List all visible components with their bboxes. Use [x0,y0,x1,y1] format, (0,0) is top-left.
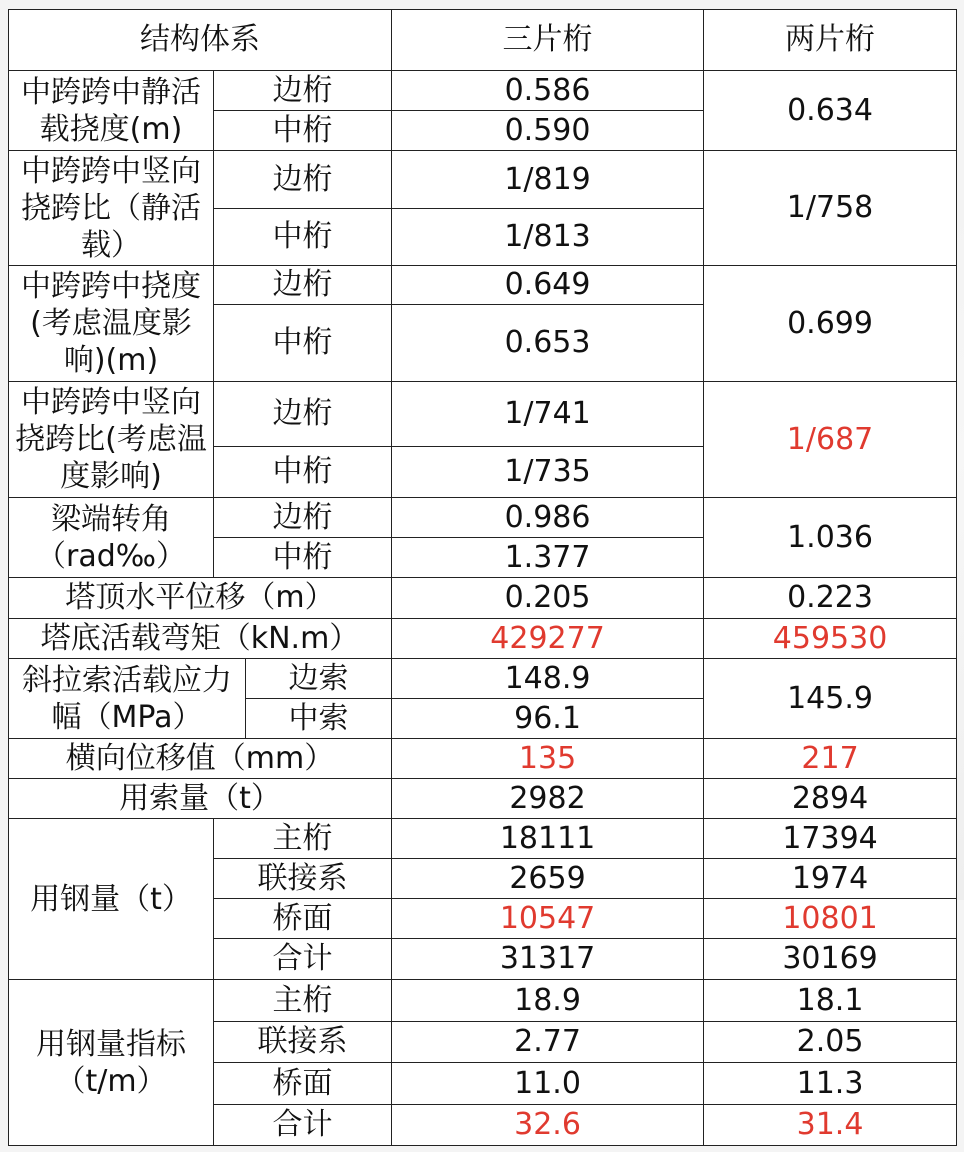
table-row [9,151,957,209]
table-row [9,71,957,111]
value-three-truss: 0.205 [392,578,704,619]
value-three-truss: 31317 [392,939,704,980]
sub-label: 主桁 [214,980,392,1022]
value-three-truss: 0.586 [392,71,704,111]
table-row [9,498,957,538]
sub-label: 主桁 [214,819,392,859]
sub-label: 桥面 [214,899,392,939]
sub-label: 合计 [214,1105,392,1146]
table-row [9,382,957,447]
value-three-truss: 148.9 [392,659,704,699]
row-label: 塔顶水平位移（m） [9,578,392,619]
header-three-truss: 三片桁 [392,10,704,71]
value-three-truss: 1/819 [392,151,704,209]
table-row [9,619,957,659]
value-three-truss: 11.0 [392,1063,704,1105]
value-two-truss: 1/687 [704,382,957,498]
row-label: 用索量（t） [9,779,392,819]
value-three-truss: 2.77 [392,1022,704,1063]
table-row [9,739,957,779]
header-two-truss: 两片桁 [704,10,957,71]
table-row [9,578,957,619]
row-label: 用钢量（t） [9,819,214,980]
sub-label: 边桁 [214,382,392,447]
value-three-truss: 1/741 [392,382,704,447]
comparison-table [8,9,957,1146]
value-three-truss: 2982 [392,779,704,819]
sub-label: 中桁 [214,111,392,151]
sub-label: 桥面 [214,1063,392,1105]
row-label: 中跨跨中竖向挠跨比（静活载） [9,151,214,266]
value-three-truss: 1/735 [392,447,704,498]
sub-label: 中桁 [214,447,392,498]
value-two-truss: 30169 [704,939,957,980]
value-two-truss: 1.036 [704,498,957,578]
value-two-truss: 17394 [704,819,957,859]
row-label: 斜拉索活载应力幅（MPa） [9,659,246,739]
value-two-truss: 0.699 [704,266,957,382]
value-two-truss: 145.9 [704,659,957,739]
value-two-truss: 459530 [704,619,957,659]
value-three-truss: 18.9 [392,980,704,1022]
value-three-truss: 2659 [392,859,704,899]
value-three-truss: 0.653 [392,305,704,382]
sub-label: 中桁 [214,305,392,382]
table-row [9,980,957,1022]
value-two-truss: 2894 [704,779,957,819]
value-three-truss: 10547 [392,899,704,939]
value-two-truss: 0.223 [704,578,957,619]
value-three-truss: 429277 [392,619,704,659]
row-label: 中跨跨中竖向挠跨比(考虑温度影响) [9,382,214,498]
value-two-truss: 10801 [704,899,957,939]
row-label: 中跨跨中静活载挠度(m) [9,71,214,151]
header-structure-system: 结构体系 [9,10,392,71]
value-two-truss: 1/758 [704,151,957,266]
value-three-truss: 32.6 [392,1105,704,1146]
table-row [9,779,957,819]
header-row [9,10,957,71]
sub-label: 边桁 [214,151,392,209]
sub-label: 中桁 [214,538,392,578]
value-two-truss: 31.4 [704,1105,957,1146]
sub-label: 中桁 [214,209,392,266]
sub-label: 联接系 [214,1022,392,1063]
row-label: 塔底活载弯矩（kN.m） [9,619,392,659]
row-label: 中跨跨中挠度(考虑温度影响)(m) [9,266,214,382]
sub-label: 联接系 [214,859,392,899]
value-two-truss: 217 [704,739,957,779]
sub-label: 边索 [246,659,392,699]
value-two-truss: 18.1 [704,980,957,1022]
row-label: 梁端转角（rad‰） [9,498,214,578]
value-three-truss: 1.377 [392,538,704,578]
row-label: 横向位移值（mm） [9,739,392,779]
row-label: 用钢量指标（t/m） [9,980,214,1146]
value-three-truss: 96.1 [392,699,704,739]
table-row [9,659,957,699]
value-three-truss: 0.590 [392,111,704,151]
value-two-truss: 11.3 [704,1063,957,1105]
sub-label: 边桁 [214,266,392,305]
value-three-truss: 135 [392,739,704,779]
sub-label: 边桁 [214,498,392,538]
value-three-truss: 18111 [392,819,704,859]
sub-label: 合计 [214,939,392,980]
table-row [9,266,957,305]
value-three-truss: 0.986 [392,498,704,538]
sub-label: 中索 [246,699,392,739]
value-two-truss: 1974 [704,859,957,899]
table-row [9,819,957,859]
value-two-truss: 2.05 [704,1022,957,1063]
value-three-truss: 0.649 [392,266,704,305]
value-three-truss: 1/813 [392,209,704,266]
value-two-truss: 0.634 [704,71,957,151]
sub-label: 边桁 [214,71,392,111]
